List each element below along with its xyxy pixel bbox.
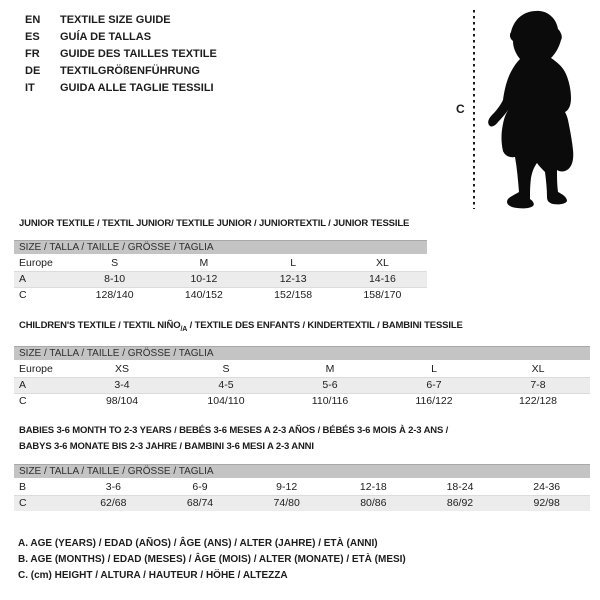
table-row-a: [14, 377, 590, 393]
title-text: BABIES 3-6 MONTH TO 2-3 YEARS / BEBÉS 3-6 MESES A 2-3 AÑOS / BÉBÉS 3-6 MOIS À 2-3 ANS /: [19, 425, 449, 436]
size-cell: 122/128: [519, 395, 557, 407]
size-cell: 158/170: [363, 289, 402, 301]
row-label: A: [19, 379, 27, 391]
table-row-c: [14, 287, 427, 303]
language-row: [25, 29, 217, 46]
size-cell: M: [199, 257, 209, 269]
size-cell: 62/68: [100, 497, 127, 509]
title-text: BABYS 3-6 MONATE BIS 2-3 JAHRE / BAMBINI 3-6 MESI A 2-3 ANNI: [19, 441, 314, 452]
size-cell: 98/104: [105, 395, 139, 407]
size-cell: XL: [375, 257, 389, 269]
baby-silhouette-graphic: [450, 4, 595, 212]
size-table-babies: [14, 464, 590, 511]
language-code: DE: [25, 65, 41, 77]
size-cell: XS: [114, 363, 129, 375]
size-cell: 86/92: [446, 497, 474, 509]
section-title-junior: [19, 216, 409, 232]
table-row-europe: [14, 256, 427, 271]
row-label: C: [19, 395, 27, 407]
size-cell: M: [325, 363, 335, 375]
size-cell: 140/152: [184, 289, 223, 301]
size-cell: 5-6: [322, 379, 338, 391]
guide-title: TEXTILE SIZE GUIDE: [60, 14, 171, 26]
row-label: Europe: [19, 257, 53, 269]
size-cell: 10-12: [190, 273, 218, 285]
guide-title: GUIDA ALLE TAGLIE TESSILI: [60, 82, 214, 94]
size-cell: 7-8: [530, 379, 546, 391]
size-cell: 74/80: [273, 497, 300, 509]
guide-title: GUIDE DES TAILLES TEXTILE: [60, 48, 217, 60]
baby-silhouette: [488, 11, 573, 208]
title-text: / TEXTILE DES ENFANTS / KINDERTEXTIL / BAMBINI TESSILE: [187, 320, 463, 331]
language-row: [25, 12, 217, 29]
title-text: JUNIOR TEXTILE / TEXTIL JUNIOR/ TEXTILE JUNIOR / JUNIORTEXTIL / JUNIOR TESSILE: [19, 218, 410, 229]
table-row-c: [14, 393, 590, 409]
height-measure-label: C: [456, 102, 465, 116]
language-code: ES: [25, 31, 40, 43]
footnote-line: A. AGE (YEARS) / EDAD (AÑOS) / ÂGE (ANS) / ALTER (JAHRE) / ETÀ (ANNI): [18, 538, 378, 549]
size-cell: 68/74: [186, 497, 214, 509]
size-cell: S: [111, 257, 119, 269]
size-cell: 80/86: [360, 497, 387, 509]
size-cell: S: [222, 363, 230, 375]
table-row-europe: [14, 362, 590, 377]
table-row-c: [14, 495, 590, 511]
size-table-children: [14, 346, 590, 409]
size-cell: 18-24: [446, 481, 474, 493]
guide-title: GUÍA DE TALLAS: [60, 31, 152, 43]
footnote-line: C. (cm) HEIGHT / ALTURA / HAUTEUR / HÖHE / ALTEZZA: [18, 570, 288, 581]
size-cell: 92/98: [533, 497, 560, 509]
size-cell: L: [431, 363, 437, 375]
size-cell: 104/110: [207, 395, 245, 407]
row-label: B: [19, 481, 27, 493]
table-title-line: [19, 318, 463, 334]
table-title-line: [19, 216, 409, 232]
footnote-line: B. AGE (MONTHS) / EDAD (MESES) / ÂGE (MOIS) / ALTER (MONATE) / ETÀ (MESI): [18, 554, 406, 565]
language-title-list: [25, 12, 217, 97]
size-cell: XL: [531, 363, 545, 375]
row-label: C: [19, 497, 27, 509]
row-label: Europe: [19, 363, 53, 375]
language-code: FR: [25, 48, 40, 60]
size-header-bar: SIZE / TALLA / TAILLE / GRÖSSE / TAGLIA: [14, 240, 427, 254]
section-title-babies: [19, 423, 448, 455]
title-text: CHILDREN'S TEXTILE / TEXTIL NIÑO: [19, 320, 181, 331]
guide-title: TEXTILGRÖßENFÜHRUNG: [60, 65, 200, 77]
language-row: [25, 63, 217, 80]
language-row: [25, 46, 217, 63]
size-header-bar: SIZE / TALLA / TAILLE / GRÖSSE / TAGLIA: [14, 464, 590, 478]
table-row-a: [14, 271, 427, 287]
size-cell: 12-13: [279, 273, 307, 285]
size-cell: 4-5: [218, 379, 234, 391]
row-label: A: [19, 273, 27, 285]
section-title-children: [19, 318, 463, 334]
row-label: C: [19, 289, 27, 301]
size-cell: 110/116: [311, 395, 349, 407]
language-code: IT: [25, 82, 35, 94]
size-header-bar: SIZE / TALLA / TAILLE / GRÖSSE / TAGLIA: [14, 346, 590, 360]
size-cell: 152/158: [274, 289, 313, 301]
table-row-b: [14, 480, 590, 495]
size-cell: 3-6: [105, 481, 121, 493]
size-cell: 128/140: [95, 289, 134, 301]
size-cell: 12-18: [359, 481, 387, 493]
language-row: [25, 80, 217, 97]
title-subscript: /A: [180, 325, 188, 333]
size-table-junior: [14, 240, 427, 303]
footnotes: [18, 536, 406, 584]
size-cell: 6-9: [192, 481, 208, 493]
size-cell: 3-4: [114, 379, 130, 391]
language-code: EN: [25, 14, 41, 26]
size-cell: 116/122: [415, 395, 453, 407]
size-cell: 9-12: [276, 481, 298, 493]
size-cell: 8-10: [104, 273, 126, 285]
size-cell: 24-36: [533, 481, 561, 493]
baby-height-figure: [450, 4, 595, 212]
size-cell: L: [290, 257, 297, 269]
size-cell: 14-16: [368, 273, 396, 285]
table-title-line: [19, 439, 448, 455]
size-cell: 6-7: [426, 379, 442, 391]
table-title-line: [19, 423, 448, 439]
